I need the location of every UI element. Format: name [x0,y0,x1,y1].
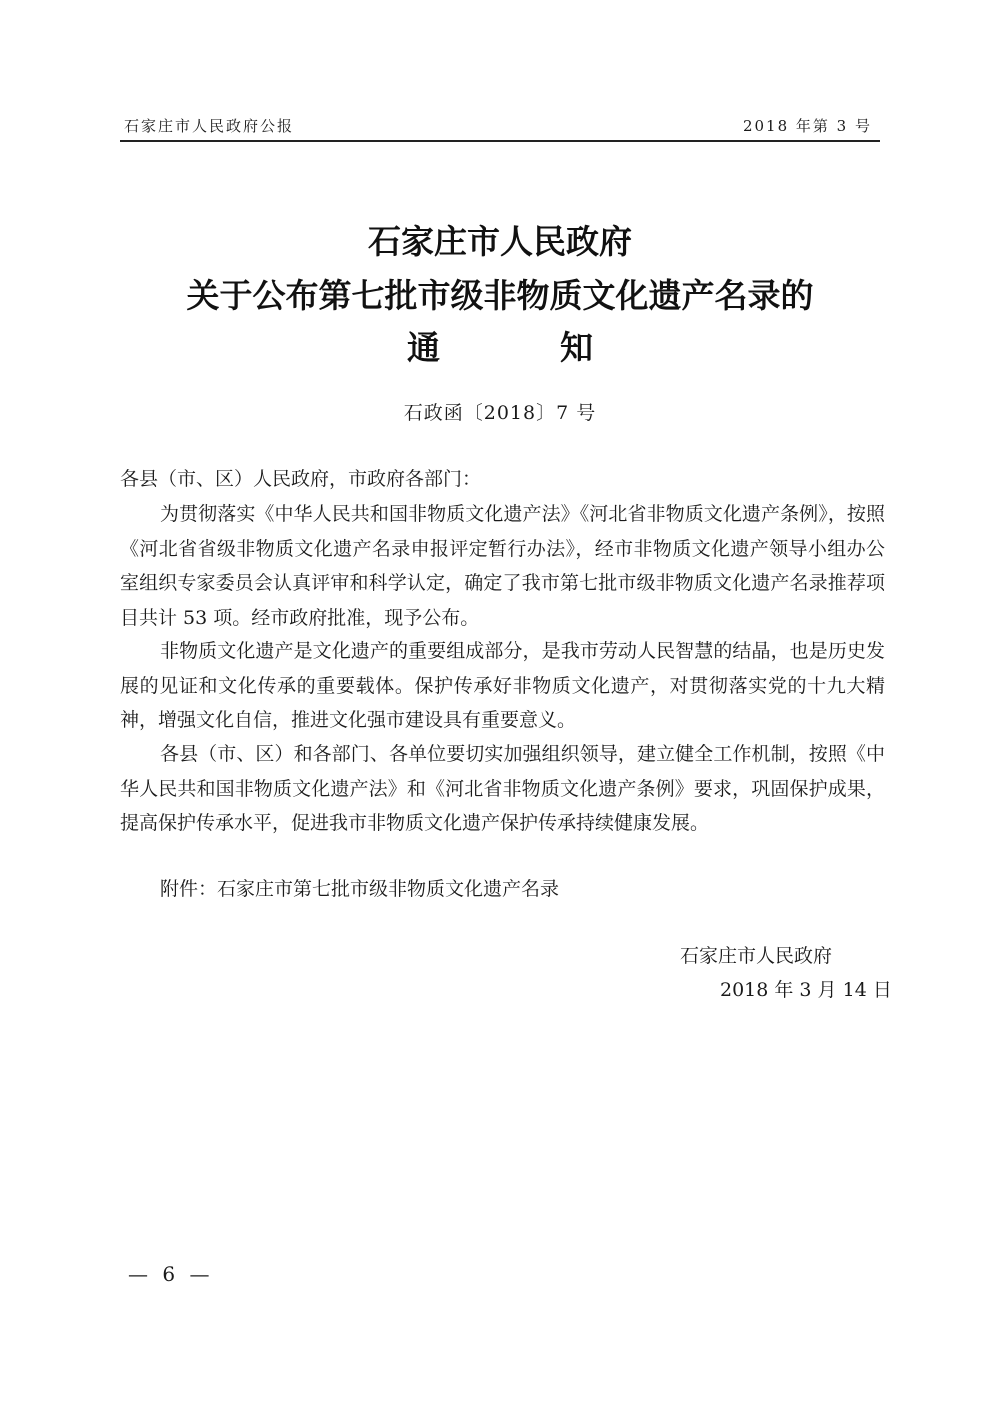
paragraph-2: 非物质文化遗产是文化遗产的重要组成部分，是我市劳动人民智慧的结晶，也是历史发展的见证和文化传承的重要载体。保护传承好非物质文化遗产，对贯彻落实党的十九大精神，增强文化自信，推进文化强市建设具有重要意义。 [120,640,885,731]
publication-name: 石家庄市人民政府公报 [124,117,295,135]
document-number: 石政函〔2018〕7 号 [403,402,597,424]
header-rule [120,140,880,142]
signature-date: 2018 年 3 月 14 日 [720,979,892,1001]
paragraph-3: 各县（市、区）和各部门、各单位要切实加强组织领导，建立健全工作机制，按照《中华人民共和国非物质文化遗产法》和《河北省非物质文化遗产条例》要求，巩固保护成果，提高保护传承水平，促进我市非物质文化遗产保护传承持续健康发展。 [120,743,885,834]
attachment-note: 附件：石家庄市第七批市级非物质文化遗产名录 [160,878,560,900]
salutation: 各县（市、区）人民政府，市政府各部门： [120,468,482,490]
page-number: — 6 — [128,1262,214,1286]
title-line-2: 关于公布第七批市级非物质文化遗产名录的 [186,276,814,315]
title-line-1: 石家庄市人民政府 [368,222,632,261]
running-header [120,113,880,139]
title-line-3: 通知 [407,328,713,367]
signature-organization: 石家庄市人民政府 [680,945,833,967]
paragraph-1: 为贯彻落实《中华人民共和国非物质文化遗产法》《河北省非物质文化遗产条例》，按照《河北省省级非物质文化遗产名录申报评定暂行办法》，经市非物质文化遗产领导小组办公室组织专家委员会认真评审和科学认定，确定了我市第七批市级非物质文化遗产名录推荐项目共计 53 项。经市政府批准，现予公布。 [120,503,885,629]
issue-number: 2018 年第 3 号 [742,117,872,135]
